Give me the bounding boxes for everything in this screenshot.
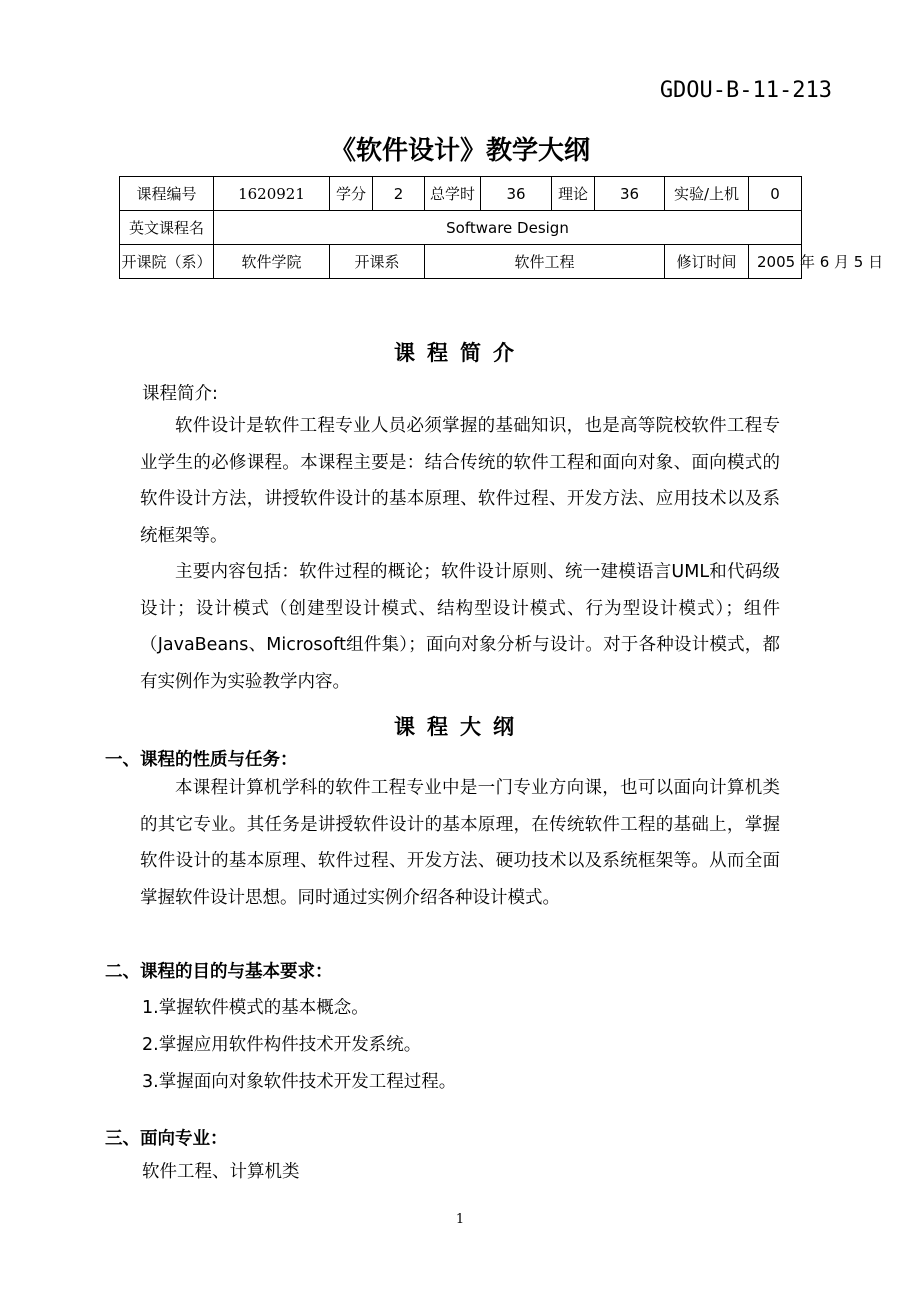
total-hours-label: 总学时 — [425, 177, 481, 211]
dept-value: 软件工程 — [425, 245, 665, 279]
intro-heading: 课程简介 — [394, 341, 526, 365]
lab-value: 0 — [749, 177, 802, 211]
lab-label: 实验/上机 — [665, 177, 749, 211]
section-3-text: 软件工程、计算机类 — [142, 1162, 300, 1182]
section-1-title: 一、课程的性质与任务： — [105, 750, 298, 770]
course-info-table — [119, 176, 884, 279]
section-1-text: 本课程计算机学科的软件工程专业中是一门专业方向课，也可以面向计算机类的其它专业。其任务是讲授软件设计的基本原理，在传统软件工程的基础上，掌握软件设计的基本原理、软件过程、开发方法、硬功技术以及系统框架等。从而全面掌握软件设计思想。同时通过实例介绍各种设计模式。 — [140, 778, 780, 908]
theory-value: 36 — [595, 177, 665, 211]
dept-label: 开课系 — [330, 245, 425, 279]
document-code: GDOU-B-11-213 — [659, 78, 832, 103]
course-code-value: 1620921 — [214, 177, 330, 211]
outline-heading: 课程大纲 — [394, 715, 526, 739]
intro-paragraph-1: 软件设计是软件工程专业人员必须掌握的基础知识，也是高等院校软件工程专业学生的必修课程。本课程主要是：结合传统的软件工程和面向对象、面向模式的软件设计方法，讲授软件设计的基本原理、软件过程、开发方法、应用技术以及系统框架等。 — [140, 416, 780, 546]
revised-label: 修订时间 — [665, 245, 749, 279]
table-row — [120, 177, 802, 211]
intro-paragraph-2: 主要内容包括：软件过程的概论；软件设计原则、统一建模语言UML和代码级设计；设计模式（创建型设计模式、结构型设计模式、行为型设计模式）；组件（JavaBeans、Microsoft组件集）；面向对象分析与设计。对于各种设计模式，都有实例作为实验教学内容。 — [140, 562, 780, 692]
college-label: 开课院（系） — [120, 245, 214, 279]
list-item: 3.掌握面向对象软件技术开发工程过程。 — [142, 1072, 457, 1092]
section-3-title: 三、面向专业： — [105, 1129, 228, 1149]
table-row — [120, 245, 802, 279]
revised-value: 2005 年 6 月 5 日 — [749, 245, 802, 279]
theory-label: 理论 — [552, 177, 595, 211]
list-item: 2.掌握应用软件构件技术开发系统。 — [142, 1035, 422, 1055]
document-title: 《软件设计》教学大纲 — [329, 136, 590, 166]
table-row — [120, 211, 802, 245]
total-hours-value: 36 — [481, 177, 552, 211]
credit-value: 2 — [373, 177, 425, 211]
course-code-label: 课程编号 — [120, 177, 214, 211]
section-2-title: 二、课程的目的与基本要求： — [105, 962, 333, 982]
page-number: 1 — [455, 1212, 465, 1227]
credit-label: 学分 — [330, 177, 373, 211]
intro-label: 课程简介: — [142, 384, 218, 404]
college-value: 软件学院 — [214, 245, 330, 279]
list-item: 1.掌握软件模式的基本概念。 — [142, 998, 369, 1018]
english-name-label: 英文课程名 — [120, 211, 214, 245]
english-name-value: Software Design — [214, 211, 802, 245]
